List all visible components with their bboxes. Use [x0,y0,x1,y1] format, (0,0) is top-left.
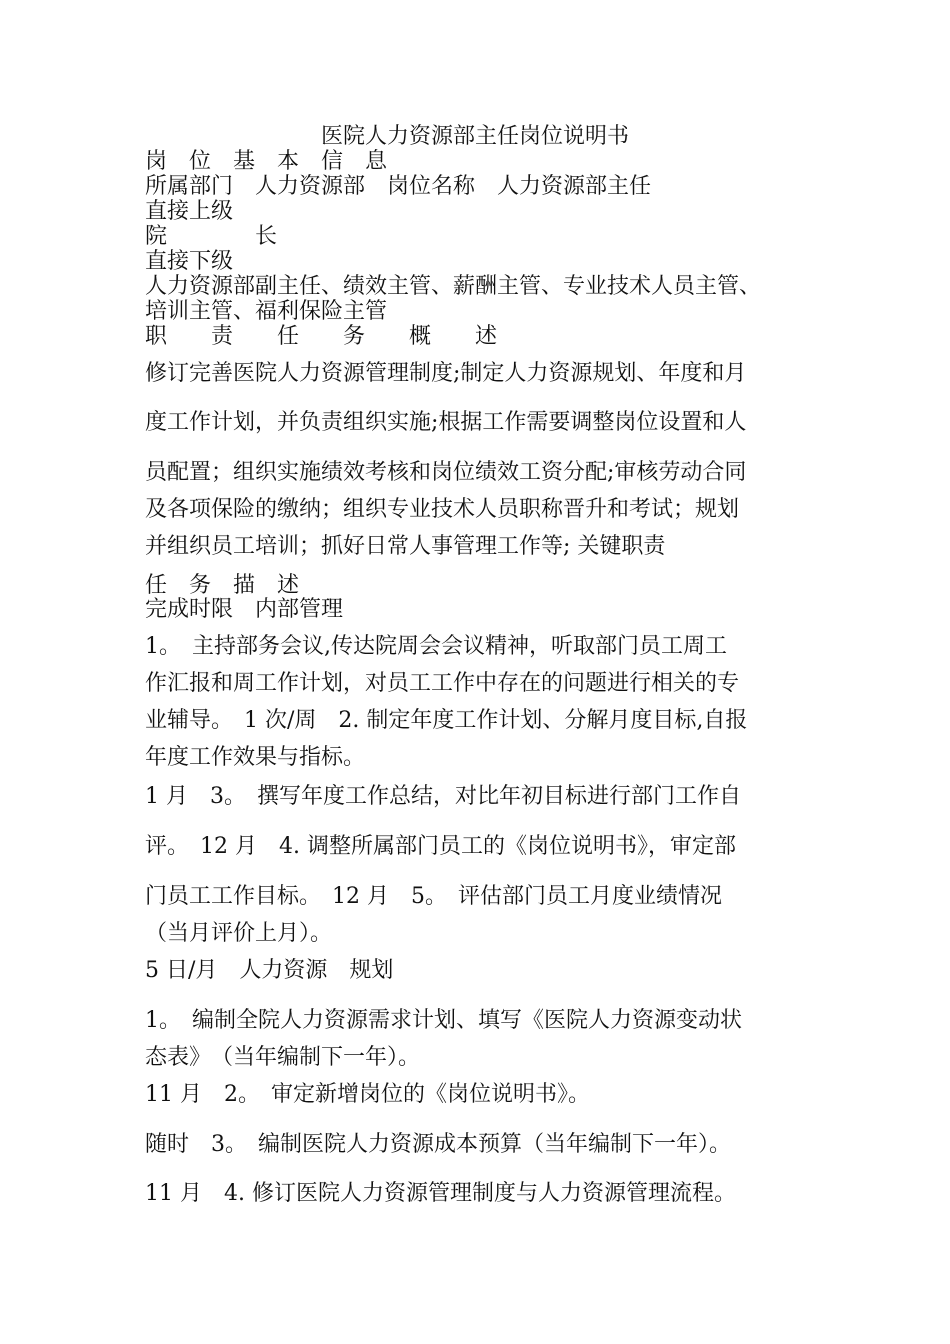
section-heading-duty-summary: 职 责 任 务 概 述 [145,324,498,349]
direct-superior-label: 直接上级 [145,199,234,224]
direct-subordinate-value: 人力资源部副主任、绩效主管、薪酬主管、专业技术人员主管、 [145,274,762,299]
duty-summary-line: 修订完善医院人力资源管理制度;制定人力资源规划、年度和月 [145,361,747,386]
duty-summary-line: 及各项保险的缴纳；组织专业技术人员职称晋升和考试；规划 [145,497,740,522]
document-title: 医院人力资源部主任岗位说明书 [320,124,629,149]
task-line: 态表》 （当年编制下一年）。 [145,1045,421,1070]
direct-subordinate-label: 直接下级 [145,249,234,274]
direct-subordinate-value-cont: 培训主管、福利保险主管 [145,299,388,324]
task-line: 作汇报和周工作计划，对员工工作中存在的问题进行相关的专 [145,671,740,696]
task-line: 11 月 4. 修订医院人力资源管理制度与人力资源管理流程。 [145,1181,736,1206]
task-line: 11 月 2。 审定新增岗位的《岗位说明书》。 [145,1082,590,1107]
table-header-row: 完成时限 内部管理 [145,597,344,622]
department-position-row: 所属部门 人力资源部 岗位名称 人力资源部主任 [145,174,652,199]
task-line: 门员工工作目标。 12 月 5。 评估部门员工月度业绩情况 [145,884,722,909]
task-line: 随时 3。 编制医院人力资源成本预算（当年编制下一年）。 [145,1132,731,1157]
direct-superior-value: 院 长 [145,224,278,249]
task-line: 1 月 3。 撰写年度工作总结，对比年初目标进行部门工作自 [145,784,741,809]
task-line: 业辅导。 1 次/周 2. 制定年度工作计划、分解月度目标,自报 [145,708,748,733]
duty-summary-line: 员配置；组织实施绩效考核和岗位绩效工资分配;审核劳动合同 [145,460,747,485]
section-heading-basic-info: 岗 位 基 本 信 息 [145,149,388,174]
duty-summary-line: 并组织员工培训；抓好日常人事管理工作等; 关键职责 [145,534,666,559]
section-row-hr-planning: 5 日/月 人力资源 规划 [145,958,394,983]
task-line: （当月评价上月）。 [145,921,333,946]
task-line: 1。 编制全院人力资源需求计划、填写《医院人力资源变动状 [145,1008,742,1033]
task-line: 1。 主持部务会议,传达院周会会议精神，听取部门员工周工 [145,634,727,659]
task-line: 年度工作效果与指标。 [145,745,366,770]
task-line: 评。 12 月 4. 调整所属部门员工的《岗位说明书》，审定部 [145,834,736,859]
section-heading-task-description: 任 务 描 述 [145,573,300,598]
duty-summary-line: 度工作计划，并负责组织实施;根据工作需要调整岗位设置和人 [145,410,747,435]
